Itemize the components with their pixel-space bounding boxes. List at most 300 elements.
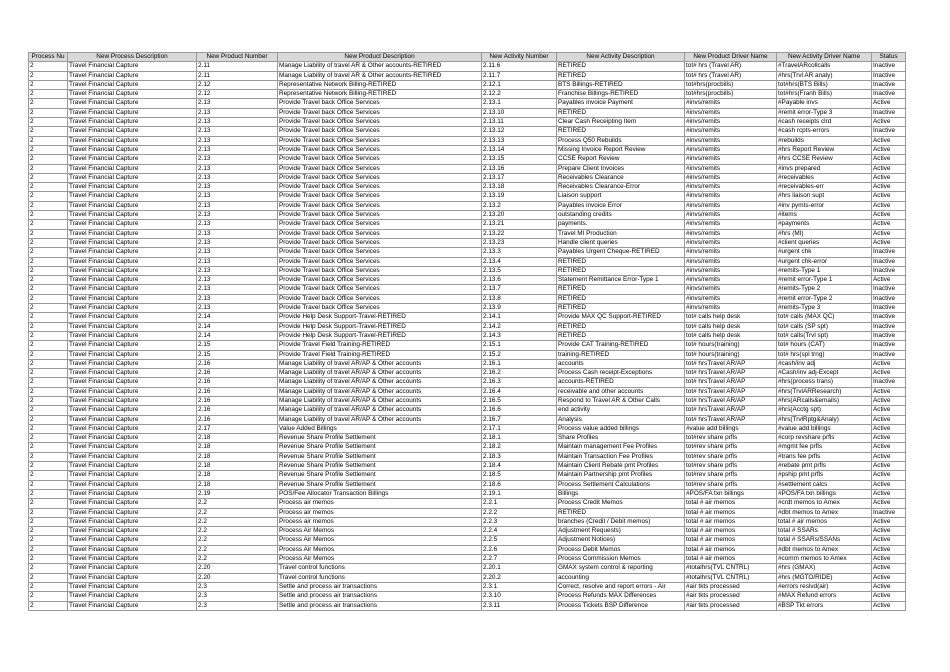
table-cell[interactable]: 2	[29, 173, 68, 182]
table-cell[interactable]: training-RETIRED	[557, 350, 685, 359]
table-cell[interactable]: Provide Travel back Office Services	[278, 238, 482, 247]
table-cell[interactable]: Settle and process air transactions	[278, 582, 482, 591]
table-cell[interactable]: total # SSARs	[777, 527, 872, 536]
table-cell[interactable]: 2.18.2	[482, 443, 557, 452]
table-cell[interactable]: tot# calls (SP spt)	[777, 322, 872, 331]
table-cell[interactable]: 2.2.5	[482, 536, 557, 545]
table-cell[interactable]: 2.11	[197, 62, 278, 71]
column-header[interactable]: New Activity Description	[557, 53, 685, 62]
table-cell[interactable]: 2.13	[197, 229, 278, 238]
table-cell[interactable]: 2	[29, 285, 68, 294]
table-cell[interactable]: Process Credit Memos	[557, 499, 685, 508]
table-cell[interactable]: #invs/remits	[685, 164, 777, 173]
table-cell[interactable]: Active	[872, 155, 906, 164]
table-cell[interactable]: Provide Travel back Office Services	[278, 294, 482, 303]
table-cell[interactable]: Travel Financial Capture	[68, 164, 197, 173]
table-cell[interactable]: 2.11.7	[482, 71, 557, 80]
table-cell[interactable]: 2.11.6	[482, 62, 557, 71]
table-cell[interactable]: Provide Travel back Office Services	[278, 192, 482, 201]
table-cell[interactable]: accounts	[557, 359, 685, 368]
table-cell[interactable]: Process Air Memos	[278, 527, 482, 536]
table-cell[interactable]: 2.20.2	[482, 573, 557, 582]
table-cell[interactable]: Travel Financial Capture	[68, 508, 197, 517]
table-cell[interactable]: 2	[29, 145, 68, 154]
table-cell[interactable]: #invs/remits	[685, 145, 777, 154]
table-cell[interactable]: Travel Financial Capture	[68, 462, 197, 471]
table-cell[interactable]: Travel Financial Capture	[68, 304, 197, 313]
table-cell[interactable]: Inactive	[872, 313, 906, 322]
table-cell[interactable]: Inactive	[872, 257, 906, 266]
table-cell[interactable]: 2.3	[197, 601, 278, 610]
table-cell[interactable]: #remit error-Type 3	[777, 108, 872, 117]
table-cell[interactable]: Settle and process air transactions	[278, 592, 482, 601]
table-cell[interactable]: 2.14	[197, 313, 278, 322]
table-cell[interactable]: Process Air Memos	[278, 536, 482, 545]
table-cell[interactable]: RETIRED	[557, 304, 685, 313]
table-cell[interactable]: 2.2	[197, 555, 278, 564]
table-cell[interactable]: 2.2	[197, 536, 278, 545]
table-cell[interactable]: branches (Credit / Debit memos)	[557, 517, 685, 526]
table-cell[interactable]: Travel Financial Capture	[68, 369, 197, 378]
table-cell[interactable]: Provide Help Desk Support-Travel-RETIRED	[278, 331, 482, 340]
table-cell[interactable]: 2.20	[197, 564, 278, 573]
table-cell[interactable]: 2	[29, 499, 68, 508]
table-cell[interactable]: 2.13	[197, 118, 278, 127]
table-cell[interactable]: tot#hrs(Franh Bills)	[777, 90, 872, 99]
table-cell[interactable]: tot# hrsTravel AR/AP	[685, 415, 777, 424]
table-cell[interactable]: Clear Cash Receipting Item	[557, 118, 685, 127]
table-cell[interactable]: tot# calls help desk	[685, 313, 777, 322]
table-cell[interactable]: 2	[29, 452, 68, 461]
table-cell[interactable]: Manage Liability of travel AR/AP & Other accounts	[278, 387, 482, 396]
table-cell[interactable]: Process air memos	[278, 499, 482, 508]
table-cell[interactable]: tot# calls help desk	[685, 331, 777, 340]
table-cell[interactable]: Respond to Travel AR & Other Calls	[557, 396, 685, 405]
table-cell[interactable]: RETIRED	[557, 108, 685, 117]
table-cell[interactable]: Active	[872, 406, 906, 415]
table-cell[interactable]: Travel Financial Capture	[68, 211, 197, 220]
table-cell[interactable]: total # air memos	[685, 536, 777, 545]
table-cell[interactable]: #invs/remits	[685, 99, 777, 108]
table-cell[interactable]: Active	[872, 211, 906, 220]
table-cell[interactable]: Inactive	[872, 62, 906, 71]
table-cell[interactable]: Active	[872, 369, 906, 378]
table-cell[interactable]: 2.13	[197, 99, 278, 108]
table-cell[interactable]: Process air memos	[278, 508, 482, 517]
table-cell[interactable]: Travel Financial Capture	[68, 155, 197, 164]
table-cell[interactable]: Revenue Share Profile Settlement	[278, 434, 482, 443]
table-cell[interactable]: Travel Financial Capture	[68, 127, 197, 136]
table-cell[interactable]: #air tkts processed	[685, 592, 777, 601]
table-cell[interactable]: 2.13	[197, 173, 278, 182]
table-cell[interactable]: Travel Financial Capture	[68, 434, 197, 443]
table-cell[interactable]: Active	[872, 564, 906, 573]
table-cell[interactable]: Travel Financial Capture	[68, 527, 197, 536]
table-cell[interactable]: Active	[872, 229, 906, 238]
table-cell[interactable]: Travel Financial Capture	[68, 564, 197, 573]
table-cell[interactable]: #inv pymts-error	[777, 201, 872, 210]
table-cell[interactable]: 2.2	[197, 508, 278, 517]
table-cell[interactable]: #invs prepared	[777, 164, 872, 173]
table-cell[interactable]: 2.13	[197, 183, 278, 192]
table-cell[interactable]: 2.3	[197, 582, 278, 591]
table-cell[interactable]: Manage Liability of travel AR/AP & Other accounts	[278, 359, 482, 368]
table-cell[interactable]: Travel Financial Capture	[68, 480, 197, 489]
table-cell[interactable]: Manage Liability of travel AR/AP & Other accounts	[278, 396, 482, 405]
table-cell[interactable]: Active	[872, 359, 906, 368]
table-cell[interactable]: 2.13.7	[482, 285, 557, 294]
table-cell[interactable]: Inactive	[872, 71, 906, 80]
table-cell[interactable]: tot#hrs(procbills)	[685, 90, 777, 99]
table-cell[interactable]: RETIRED	[557, 508, 685, 517]
table-cell[interactable]: Travel Financial Capture	[68, 183, 197, 192]
table-cell[interactable]: #POS/FA txn billings	[777, 489, 872, 498]
table-cell[interactable]: Active	[872, 201, 906, 210]
table-cell[interactable]: 2.18.6	[482, 480, 557, 489]
table-cell[interactable]: Manage Liability of travel AR & Other accounts-RETIRED	[278, 62, 482, 71]
column-header[interactable]: New Process Description	[68, 53, 197, 62]
table-cell[interactable]: Process value added billings	[557, 424, 685, 433]
table-cell[interactable]: Provide Travel back Office Services	[278, 136, 482, 145]
table-cell[interactable]: tot#rev share prfls	[685, 434, 777, 443]
table-cell[interactable]: tot# hrsTravel AR/AP	[685, 387, 777, 396]
table-cell[interactable]: Provide Travel back Office Services	[278, 276, 482, 285]
table-cell[interactable]: BTS Billings-RETIRED	[557, 80, 685, 89]
table-cell[interactable]: 2.20.1	[482, 564, 557, 573]
table-cell[interactable]: 2.13	[197, 155, 278, 164]
table-cell[interactable]: 2	[29, 108, 68, 117]
table-cell[interactable]: 2.13.20	[482, 211, 557, 220]
table-cell[interactable]: Process Air Memos	[278, 555, 482, 564]
table-cell[interactable]: tot# calls(Trvl spt)	[777, 331, 872, 340]
table-cell[interactable]: Representative Network Billing-RETIRED	[278, 80, 482, 89]
table-cell[interactable]: #hrs Report Review	[777, 145, 872, 154]
table-cell[interactable]: tot# hrsTravel AR/AP	[685, 359, 777, 368]
table-cell[interactable]: Payables Urgent Cheque-RETIRED	[557, 248, 685, 257]
table-cell[interactable]: Maintain Partnership pmt Profiles	[557, 471, 685, 480]
table-cell[interactable]: accounts-RETIRED	[557, 378, 685, 387]
table-cell[interactable]: RETIRED	[557, 127, 685, 136]
table-cell[interactable]: Travel Financial Capture	[68, 415, 197, 424]
table-cell[interactable]: #TravelARcollcalls	[777, 62, 872, 71]
table-cell[interactable]: #invs/remits	[685, 127, 777, 136]
table-cell[interactable]: RETIRED	[557, 257, 685, 266]
table-cell[interactable]: Inactive	[872, 285, 906, 294]
table-cell[interactable]: 2.16	[197, 415, 278, 424]
table-cell[interactable]: Travel Financial Capture	[68, 443, 197, 452]
table-cell[interactable]: 2	[29, 545, 68, 554]
table-cell[interactable]: 2	[29, 201, 68, 210]
table-cell[interactable]: 2.13.2	[482, 201, 557, 210]
table-cell[interactable]: Provide Travel back Office Services	[278, 118, 482, 127]
table-cell[interactable]: 2.13.9	[482, 304, 557, 313]
table-cell[interactable]: payments.	[557, 220, 685, 229]
table-cell[interactable]: 2	[29, 471, 68, 480]
table-cell[interactable]: #invs/remits	[685, 211, 777, 220]
table-cell[interactable]: Process Q50 Rebuilds	[557, 136, 685, 145]
table-cell[interactable]: 2.14.3	[482, 331, 557, 340]
table-cell[interactable]: tot#rev share prfls	[685, 452, 777, 461]
table-cell[interactable]: #invs/remits	[685, 266, 777, 275]
table-cell[interactable]: 2.14	[197, 331, 278, 340]
table-cell[interactable]: Active	[872, 434, 906, 443]
table-cell[interactable]: outstanding credits	[557, 211, 685, 220]
table-cell[interactable]: #invs/remits	[685, 118, 777, 127]
table-cell[interactable]: #corp revshare prfls	[777, 434, 872, 443]
table-cell[interactable]: Active	[872, 276, 906, 285]
table-cell[interactable]: #receivables-err	[777, 183, 872, 192]
table-cell[interactable]: #rebate pmt prfls	[777, 462, 872, 471]
table-cell[interactable]: 2.18	[197, 452, 278, 461]
table-cell[interactable]: 2	[29, 155, 68, 164]
table-cell[interactable]: Active	[872, 545, 906, 554]
table-cell[interactable]: Handle client queries	[557, 238, 685, 247]
table-cell[interactable]: Travel Financial Capture	[68, 71, 197, 80]
table-cell[interactable]: Provide Travel Field Training-RETIRED	[278, 341, 482, 350]
table-cell[interactable]: Active	[872, 480, 906, 489]
table-cell[interactable]: Inactive	[872, 248, 906, 257]
table-cell[interactable]: 2.13.18	[482, 183, 557, 192]
table-cell[interactable]: 2	[29, 62, 68, 71]
table-cell[interactable]: #receivables	[777, 173, 872, 182]
column-header[interactable]: Status	[872, 53, 906, 62]
table-cell[interactable]: Active	[872, 238, 906, 247]
table-cell[interactable]: Active	[872, 443, 906, 452]
table-cell[interactable]: 2.13	[197, 145, 278, 154]
table-cell[interactable]: Provide Travel back Office Services	[278, 127, 482, 136]
table-cell[interactable]: 2.14.1	[482, 313, 557, 322]
table-cell[interactable]: Active	[872, 592, 906, 601]
table-cell[interactable]: #invs/remits	[685, 173, 777, 182]
table-cell[interactable]: Travel Financial Capture	[68, 471, 197, 480]
table-cell[interactable]: 2.18.3	[482, 452, 557, 461]
table-cell[interactable]: 2.3.11	[482, 601, 557, 610]
table-cell[interactable]: Travel Financial Capture	[68, 396, 197, 405]
table-cell[interactable]: Provide Travel Field Training-RETIRED	[278, 350, 482, 359]
table-cell[interactable]: Inactive	[872, 331, 906, 340]
table-cell[interactable]: 2	[29, 508, 68, 517]
table-cell[interactable]: #remits-Type 3	[777, 304, 872, 313]
table-cell[interactable]: Adjustment Requests)	[557, 527, 685, 536]
table-cell[interactable]: #client queries	[777, 238, 872, 247]
table-cell[interactable]: Inactive	[872, 127, 906, 136]
table-cell[interactable]: 2	[29, 304, 68, 313]
table-cell[interactable]: Travel Financial Capture	[68, 601, 197, 610]
table-cell[interactable]: #invs/remits	[685, 294, 777, 303]
table-cell[interactable]: Missing Invoice Report Review	[557, 145, 685, 154]
table-cell[interactable]: Inactive	[872, 378, 906, 387]
table-cell[interactable]: Travel Financial Capture	[68, 452, 197, 461]
table-cell[interactable]: 2.13	[197, 304, 278, 313]
table-cell[interactable]: 2	[29, 434, 68, 443]
table-cell[interactable]: RETIRED	[557, 62, 685, 71]
table-cell[interactable]: Value Added Billings	[278, 424, 482, 433]
table-cell[interactable]: #invs/remits	[685, 108, 777, 117]
table-cell[interactable]: Travel Financial Capture	[68, 276, 197, 285]
table-cell[interactable]: tot# hrs (Travel AR)	[685, 62, 777, 71]
table-cell[interactable]: 2.2	[197, 499, 278, 508]
table-cell[interactable]: total # air memos	[685, 517, 777, 526]
table-cell[interactable]: 2.16.7	[482, 415, 557, 424]
table-cell[interactable]: tot#rev share prfls	[685, 480, 777, 489]
table-cell[interactable]: #totalhrs(TVL CNTRL)	[685, 573, 777, 582]
table-cell[interactable]: Active	[872, 601, 906, 610]
table-cell[interactable]: #remits-Type 2	[777, 285, 872, 294]
table-cell[interactable]: Receivables Clearance-Error	[557, 183, 685, 192]
table-cell[interactable]: Travel Financial Capture	[68, 573, 197, 582]
table-cell[interactable]: Maintain Client Rebate pmt Profiles	[557, 462, 685, 471]
table-cell[interactable]: 2.18	[197, 480, 278, 489]
table-cell[interactable]: 2	[29, 359, 68, 368]
table-cell[interactable]: Travel Financial Capture	[68, 257, 197, 266]
table-cell[interactable]: 2.19.1	[482, 489, 557, 498]
table-cell[interactable]: Provide CAT Training-RETIRED	[557, 341, 685, 350]
table-cell[interactable]: 2	[29, 331, 68, 340]
table-cell[interactable]: #invs/remits	[685, 192, 777, 201]
table-cell[interactable]: Active	[872, 164, 906, 173]
table-cell[interactable]: 2	[29, 378, 68, 387]
table-cell[interactable]: Process Tickets BSP Difference	[557, 601, 685, 610]
table-cell[interactable]: 2.13	[197, 220, 278, 229]
table-cell[interactable]: Provide Help Desk Support-Travel-RETIRED	[278, 313, 482, 322]
table-cell[interactable]: Provide Travel back Office Services	[278, 145, 482, 154]
table-cell[interactable]: 2.18	[197, 443, 278, 452]
table-cell[interactable]: Travel Financial Capture	[68, 545, 197, 554]
table-cell[interactable]: 2.13.12	[482, 127, 557, 136]
table-cell[interactable]: 2.13	[197, 266, 278, 275]
table-cell[interactable]: 2.19	[197, 489, 278, 498]
table-cell[interactable]: end activity	[557, 406, 685, 415]
table-cell[interactable]: 2.13.23	[482, 238, 557, 247]
table-cell[interactable]: 2.13.8	[482, 294, 557, 303]
table-cell[interactable]: 2.16	[197, 369, 278, 378]
table-cell[interactable]: Travel Financial Capture	[68, 331, 197, 340]
table-cell[interactable]: 2.16	[197, 406, 278, 415]
table-cell[interactable]: RETIRED	[557, 331, 685, 340]
table-cell[interactable]: #cash receipts clrd	[777, 118, 872, 127]
table-cell[interactable]: Provide Travel back Office Services	[278, 220, 482, 229]
table-cell[interactable]: Travel Financial Capture	[68, 201, 197, 210]
table-cell[interactable]: Maintain Transaction Fee Profiles	[557, 452, 685, 461]
table-cell[interactable]: Travel Financial Capture	[68, 108, 197, 117]
table-cell[interactable]: #MAX Refund errors	[777, 592, 872, 601]
table-cell[interactable]: Travel control functions	[278, 573, 482, 582]
table-cell[interactable]: #errors reslvd(air)	[777, 582, 872, 591]
table-cell[interactable]: Liaison support	[557, 192, 685, 201]
table-cell[interactable]: Travel Financial Capture	[68, 285, 197, 294]
table-cell[interactable]: 2.13.22	[482, 229, 557, 238]
table-cell[interactable]: 2.17	[197, 424, 278, 433]
table-cell[interactable]: Process Debit Memos	[557, 545, 685, 554]
table-cell[interactable]: Active	[872, 387, 906, 396]
table-cell[interactable]: Provide Travel back Office Services	[278, 173, 482, 182]
table-cell[interactable]: Provide Travel back Office Services	[278, 229, 482, 238]
table-cell[interactable]: Travel Financial Capture	[68, 378, 197, 387]
table-cell[interactable]: Travel Financial Capture	[68, 322, 197, 331]
table-cell[interactable]: 2.2.4	[482, 527, 557, 536]
table-cell[interactable]: tot# hours(training)	[685, 341, 777, 350]
table-cell[interactable]: 2	[29, 350, 68, 359]
table-cell[interactable]: 2.13.17	[482, 173, 557, 182]
table-cell[interactable]: tot#rev share prfls	[685, 471, 777, 480]
table-cell[interactable]: Provide Travel back Office Services	[278, 257, 482, 266]
table-cell[interactable]: 2.13.21	[482, 220, 557, 229]
table-cell[interactable]: #payments	[777, 220, 872, 229]
table-cell[interactable]: 2.15.2	[482, 350, 557, 359]
table-cell[interactable]: Active	[872, 173, 906, 182]
table-cell[interactable]: Process Air Memos	[278, 545, 482, 554]
table-cell[interactable]: Manage Liability of travel AR & Other accounts-RETIRED	[278, 71, 482, 80]
table-cell[interactable]: 2	[29, 238, 68, 247]
table-cell[interactable]: 2.16	[197, 359, 278, 368]
table-cell[interactable]: #invs/remits	[685, 285, 777, 294]
table-cell[interactable]: Travel Financial Capture	[68, 424, 197, 433]
table-cell[interactable]: 2	[29, 527, 68, 536]
table-cell[interactable]: #dbt memos to Amex	[777, 545, 872, 554]
table-cell[interactable]: #pship pmt prfls	[777, 471, 872, 480]
table-cell[interactable]: total # air memos	[685, 499, 777, 508]
table-cell[interactable]: total # air memos	[685, 508, 777, 517]
table-cell[interactable]: 2	[29, 536, 68, 545]
table-cell[interactable]: Manage Liability of travel AR/AP & Other accounts	[278, 415, 482, 424]
table-cell[interactable]: Settle and process air transactions	[278, 601, 482, 610]
table-cell[interactable]: Travel Financial Capture	[68, 406, 197, 415]
table-cell[interactable]: 2	[29, 341, 68, 350]
table-cell[interactable]: Travel Financial Capture	[68, 136, 197, 145]
table-cell[interactable]: #remit error-Type 2	[777, 294, 872, 303]
table-cell[interactable]: 2	[29, 80, 68, 89]
table-cell[interactable]: 2.18.5	[482, 471, 557, 480]
table-cell[interactable]: 2	[29, 229, 68, 238]
table-cell[interactable]: Travel MI Production	[557, 229, 685, 238]
table-cell[interactable]: tot#hrs(procbills)	[685, 80, 777, 89]
table-cell[interactable]: 2.13.6	[482, 276, 557, 285]
table-cell[interactable]: #invs/remits	[685, 238, 777, 247]
table-cell[interactable]: Provide Travel back Office Services	[278, 266, 482, 275]
table-cell[interactable]: 2.16.1	[482, 359, 557, 368]
table-cell[interactable]: 2.3.1	[482, 582, 557, 591]
table-cell[interactable]: Active	[872, 462, 906, 471]
column-header[interactable]: New Activity Driver Name	[777, 53, 872, 62]
table-cell[interactable]: Revenue Share Profile Settlement	[278, 443, 482, 452]
table-cell[interactable]: tot# hrsTravel AR/AP	[685, 406, 777, 415]
table-cell[interactable]: 2.18	[197, 462, 278, 471]
table-cell[interactable]: Travel Financial Capture	[68, 248, 197, 257]
table-cell[interactable]: total # air memos	[685, 527, 777, 536]
table-cell[interactable]: Travel Financial Capture	[68, 90, 197, 99]
table-cell[interactable]: 2	[29, 424, 68, 433]
table-cell[interactable]: 2	[29, 480, 68, 489]
table-cell[interactable]: Provide Help Desk Support-Travel-RETIRED	[278, 322, 482, 331]
table-cell[interactable]: 2	[29, 387, 68, 396]
table-cell[interactable]: 2.13	[197, 192, 278, 201]
table-cell[interactable]: Inactive	[872, 80, 906, 89]
table-cell[interactable]: 2.13.19	[482, 192, 557, 201]
table-cell[interactable]: 2	[29, 99, 68, 108]
table-cell[interactable]: 2.14	[197, 322, 278, 331]
table-cell[interactable]: 2	[29, 582, 68, 591]
table-cell[interactable]: #POS/FA txn billings	[685, 489, 777, 498]
table-cell[interactable]: 2.13.10	[482, 108, 557, 117]
table-cell[interactable]: Provide Travel back Office Services	[278, 211, 482, 220]
table-cell[interactable]: #totalhrs(TVL CNTRL)	[685, 564, 777, 573]
table-cell[interactable]: #remits-Type 1	[777, 266, 872, 275]
table-cell[interactable]: #hrs(Acctg spt)	[777, 406, 872, 415]
table-cell[interactable]: Provide Travel back Office Services	[278, 99, 482, 108]
table-cell[interactable]: 2.13	[197, 201, 278, 210]
table-cell[interactable]: 2.13	[197, 238, 278, 247]
table-cell[interactable]: Payables invoice Error	[557, 201, 685, 210]
